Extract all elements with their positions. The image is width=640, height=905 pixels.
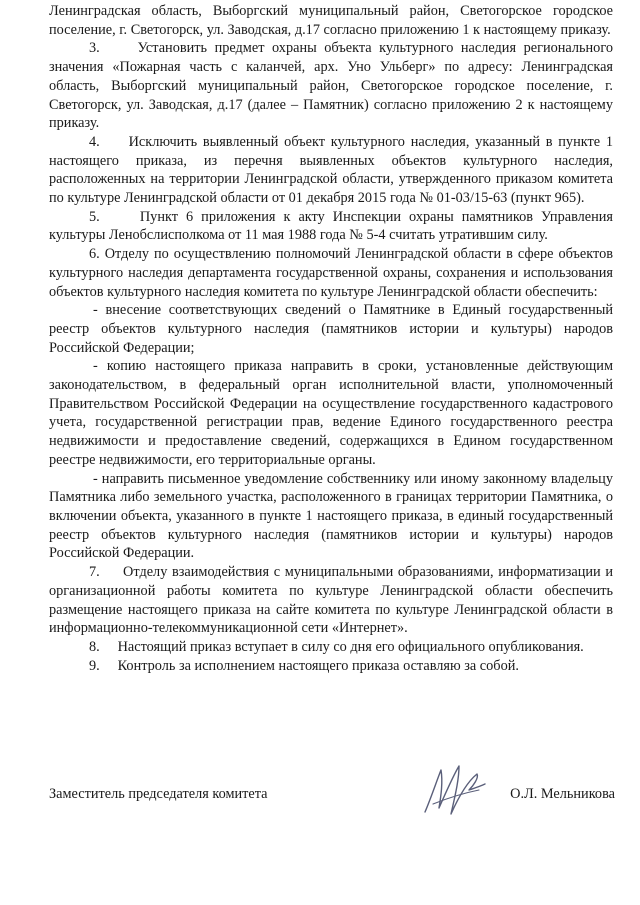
- paragraph-item-4: 4. Исключить выявленный объект культурного наследия, указанный в пункте 1 настоящего приказа, из перечня выявленных объектов культурного наследия, расположенных на территории Ленинградской области, утвержденного приказом комитета по культуре Ленинградской области от 01 декабря 2015 года № 01-03/15-63 (пункт 965).: [49, 133, 613, 207]
- paragraph-item-8: 8. Настоящий приказ вступает в силу со дня его официального опубликования.: [89, 638, 584, 655]
- paragraph-item-5: 5. Пункт 6 приложения к акту Инспекции охраны памятников Управления культуры Ленобслисполкома от 11 мая 1988 года № 5-4 считать утратившим силу.: [49, 208, 613, 244]
- paragraph-item-9: 9. Контроль за исполнением настоящего приказа оставляю за собой.: [89, 657, 519, 674]
- paragraph-item-6: 6. Отделу по осуществлению полномочий Ленинградской области в сфере объектов культурного наследия департамента государственной охраны, сохранения и использования объектов культурного наследия комитета по культуре Ленинградской области обеспечить:: [49, 246, 613, 300]
- paragraph-item-6-bullet-2: - копию настоящего приказа направить в сроки, установленные действующим законодательством, в федеральный орган исполнительной власти, уполномоченный Правительством Российской Федерации на осуществление государственного кадастрового учета, государственной регистрации прав, ведение Единого государственного реестра недвижимости и предоставление сведений, содержащихся в Едином государственном реестре недвижимости, его территориальные органы.: [49, 358, 613, 468]
- signature-block: [49, 778, 613, 838]
- document-body: [49, 2, 613, 675]
- signatory-title: Заместитель председателя комитета: [49, 786, 268, 802]
- signatory-name: О.Л. Мельникова: [510, 786, 615, 802]
- paragraph-item-6-bullet-3: - направить письменное уведомление собственнику или иному законному владельцу Памятника либо земельного участка, расположенного в границах территории Памятника, о включении объекта, указанного в пункте 1 настоящего приказа, в единый государственный реестр объектов культурного наследия (памятников истории и культуры) народов Российской Федерации.: [49, 470, 613, 562]
- handwritten-signature: [419, 760, 489, 822]
- paragraph-item-6-bullet-1: - внесение соответствующих сведений о Памятнике в Единый государственный реестр объектов культурного наследия (памятников истории и культуры) народов Российской Федерации;: [49, 302, 613, 356]
- paragraph-item-7: 7. Отделу взаимодействия с муниципальными образованиями, информатизации и организационной работы комитета по культуре Ленинградской области обеспечить размещение настоящего приказа на сайте комитета по культуре Ленинградской области в информационно-телекоммуникационной сети «Интернет».: [49, 564, 613, 637]
- paragraph-address-continuation: Ленинградская область, Выборгский муниципальный район, Светогорское городское поселение, г. Светогорск, ул. Заводская, д.17 согласно приложению 1 к настоящему приказу.: [49, 3, 613, 38]
- paragraph-item-3: 3. Установить предмет охраны объекта культурного наследия регионального значения «Пожарная часть с каланчей, арх. Уно Ульберг» по адресу: Ленинградская область, Выборгский муниципальный район, Светогорское городское поселение, г. Светогорск, ул. Заводская, д.17 (далее – Памятник) согласно приложению 2 к настоящему приказу.: [49, 40, 613, 132]
